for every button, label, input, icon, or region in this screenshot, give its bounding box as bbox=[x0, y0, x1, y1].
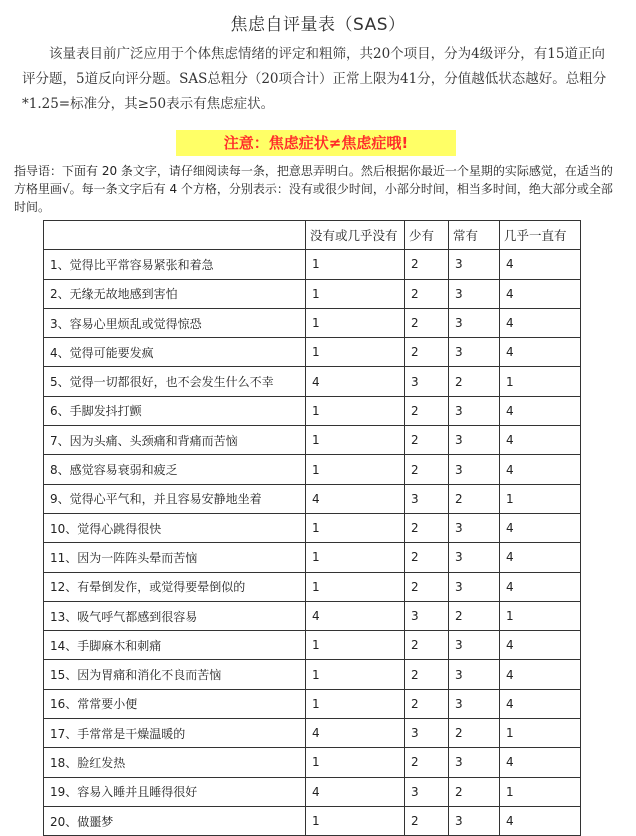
score-always-cell[interactable]: 1 bbox=[500, 601, 581, 630]
score-never-cell[interactable]: 1 bbox=[306, 513, 405, 542]
score-always-cell[interactable]: 4 bbox=[500, 396, 581, 425]
score-always-cell[interactable]: 4 bbox=[500, 689, 581, 718]
table-row bbox=[44, 631, 581, 660]
score-seldom-cell[interactable]: 2 bbox=[405, 631, 449, 660]
item-text: 18、脸红发热 bbox=[44, 748, 306, 777]
score-often-cell[interactable]: 3 bbox=[449, 543, 500, 572]
score-seldom-cell[interactable]: 2 bbox=[405, 748, 449, 777]
table-row bbox=[44, 601, 581, 630]
table-header-row bbox=[44, 221, 581, 250]
item-text: 6、手脚发抖打颤 bbox=[44, 396, 306, 425]
page-title: 焦虑自评量表（SAS） bbox=[230, 15, 406, 35]
score-seldom-cell[interactable]: 3 bbox=[405, 367, 449, 396]
item-text: 13、吸气呼气都感到很容易 bbox=[44, 601, 306, 630]
score-always-cell[interactable]: 4 bbox=[500, 426, 581, 455]
score-never-cell[interactable]: 4 bbox=[306, 719, 405, 748]
score-never-cell[interactable]: 1 bbox=[306, 631, 405, 660]
score-always-cell[interactable]: 4 bbox=[500, 338, 581, 367]
item-text: 8、感觉容易衰弱和疲乏 bbox=[44, 455, 306, 484]
table-row bbox=[44, 338, 581, 367]
score-often-cell[interactable]: 3 bbox=[449, 513, 500, 542]
sas-table bbox=[43, 220, 581, 836]
score-often-cell[interactable]: 2 bbox=[449, 777, 500, 806]
score-always-cell[interactable]: 1 bbox=[500, 777, 581, 806]
table-row bbox=[44, 777, 581, 806]
score-never-cell[interactable]: 1 bbox=[306, 279, 405, 308]
score-never-cell[interactable]: 1 bbox=[306, 543, 405, 572]
header-often: 常有 bbox=[449, 221, 500, 250]
table-row bbox=[44, 572, 581, 601]
table-row bbox=[44, 279, 581, 308]
table-row bbox=[44, 513, 581, 542]
header-item bbox=[44, 221, 306, 250]
header-seldom: 少有 bbox=[405, 221, 449, 250]
score-always-cell[interactable]: 4 bbox=[500, 572, 581, 601]
score-seldom-cell[interactable]: 3 bbox=[405, 719, 449, 748]
score-seldom-cell[interactable]: 2 bbox=[405, 250, 449, 279]
score-often-cell[interactable]: 3 bbox=[449, 660, 500, 689]
score-never-cell[interactable]: 1 bbox=[306, 660, 405, 689]
score-seldom-cell[interactable]: 2 bbox=[405, 426, 449, 455]
item-text: 19、容易入睡并且睡得很好 bbox=[44, 777, 306, 806]
score-never-cell[interactable]: 1 bbox=[306, 250, 405, 279]
score-never-cell[interactable]: 4 bbox=[306, 601, 405, 630]
score-always-cell[interactable]: 4 bbox=[500, 455, 581, 484]
score-never-cell[interactable]: 4 bbox=[306, 367, 405, 396]
score-often-cell[interactable]: 3 bbox=[449, 250, 500, 279]
table-row bbox=[44, 367, 581, 396]
item-text: 9、觉得心平气和，并且容易安静地坐着 bbox=[44, 484, 306, 513]
score-seldom-cell[interactable]: 2 bbox=[405, 396, 449, 425]
score-never-cell[interactable]: 1 bbox=[306, 338, 405, 367]
item-text: 4、觉得可能要发疯 bbox=[44, 338, 306, 367]
score-never-cell[interactable]: 4 bbox=[306, 777, 405, 806]
score-never-cell[interactable]: 1 bbox=[306, 689, 405, 718]
score-often-cell[interactable]: 2 bbox=[449, 484, 500, 513]
score-often-cell[interactable]: 3 bbox=[449, 426, 500, 455]
score-often-cell[interactable]: 3 bbox=[449, 689, 500, 718]
table-row bbox=[44, 308, 581, 337]
score-seldom-cell[interactable]: 2 bbox=[405, 660, 449, 689]
table-row bbox=[44, 484, 581, 513]
score-always-cell[interactable]: 4 bbox=[500, 513, 581, 542]
item-text: 12、有晕倒发作，或觉得要晕倒似的 bbox=[44, 572, 306, 601]
item-text: 10、觉得心跳得很快 bbox=[44, 513, 306, 542]
score-always-cell[interactable]: 1 bbox=[500, 484, 581, 513]
table-row bbox=[44, 455, 581, 484]
score-seldom-cell[interactable]: 3 bbox=[405, 601, 449, 630]
score-often-cell[interactable]: 2 bbox=[449, 601, 500, 630]
score-always-cell[interactable]: 4 bbox=[500, 748, 581, 777]
table-row bbox=[44, 748, 581, 777]
score-always-cell[interactable]: 4 bbox=[500, 308, 581, 337]
item-text: 11、因为一阵阵头晕而苦恼 bbox=[44, 543, 306, 572]
table-row bbox=[44, 719, 581, 748]
score-always-cell[interactable]: 1 bbox=[500, 367, 581, 396]
item-text: 5、觉得一切都很好，也不会发生什么不幸 bbox=[44, 367, 306, 396]
item-text: 3、容易心里烦乱或觉得惊恐 bbox=[44, 308, 306, 337]
score-often-cell[interactable]: 3 bbox=[449, 806, 500, 835]
score-often-cell[interactable]: 3 bbox=[449, 308, 500, 337]
table-row bbox=[44, 689, 581, 718]
table-row bbox=[44, 543, 581, 572]
score-never-cell[interactable]: 1 bbox=[306, 426, 405, 455]
score-always-cell[interactable]: 4 bbox=[500, 279, 581, 308]
guide-text: 指导语：下面有 20 条文字，请仔细阅读每一条，把意思弄明白。然后根据你最近一个星期的实际感觉，在适当的方格里画√。每一条文字后有 4 个方格，分别表示：没有或很少时间，小部分时间，相当多时间，绝大部分或全部时间。 bbox=[14, 164, 613, 214]
score-seldom-cell[interactable]: 2 bbox=[405, 513, 449, 542]
item-text: 16、常常要小便 bbox=[44, 689, 306, 718]
score-seldom-cell[interactable]: 2 bbox=[405, 689, 449, 718]
score-seldom-cell[interactable]: 2 bbox=[405, 572, 449, 601]
score-always-cell[interactable]: 4 bbox=[500, 660, 581, 689]
score-seldom-cell[interactable]: 3 bbox=[405, 484, 449, 513]
score-never-cell[interactable]: 1 bbox=[306, 455, 405, 484]
intro-paragraph: 该量表目前广泛应用于个体焦虑情绪的评定和粗筛，共20个项目，分为4级评分，有15道正向评分题，5道反向评分题。SAS总粗分（20项合计）正常上限为41分，分值越低状态越好。总粗分*1.25=标准分，其≥50表示有焦虑症状。 bbox=[22, 46, 607, 112]
table-row bbox=[44, 250, 581, 279]
item-text: 7、因为头痛、头颈痛和背痛而苦恼 bbox=[44, 426, 306, 455]
item-text: 15、因为胃痛和消化不良而苦恼 bbox=[44, 660, 306, 689]
score-always-cell[interactable]: 4 bbox=[500, 631, 581, 660]
score-often-cell[interactable]: 3 bbox=[449, 396, 500, 425]
score-never-cell[interactable]: 1 bbox=[306, 572, 405, 601]
score-often-cell[interactable]: 3 bbox=[449, 572, 500, 601]
item-text: 17、手常常是干燥温暖的 bbox=[44, 719, 306, 748]
table-row bbox=[44, 426, 581, 455]
score-often-cell[interactable]: 3 bbox=[449, 279, 500, 308]
score-never-cell[interactable]: 1 bbox=[306, 806, 405, 835]
table-row bbox=[44, 660, 581, 689]
score-always-cell[interactable]: 4 bbox=[500, 543, 581, 572]
score-seldom-cell[interactable]: 2 bbox=[405, 279, 449, 308]
table-row bbox=[44, 396, 581, 425]
notice-banner: 注意：焦虑症状≠焦虑症哦! bbox=[176, 130, 456, 156]
score-never-cell[interactable]: 1 bbox=[306, 396, 405, 425]
header-never: 没有或几乎没有 bbox=[306, 221, 405, 250]
score-never-cell[interactable]: 4 bbox=[306, 484, 405, 513]
score-often-cell[interactable]: 3 bbox=[449, 338, 500, 367]
item-text: 1、觉得比平常容易紧张和着急 bbox=[44, 250, 306, 279]
score-seldom-cell[interactable]: 2 bbox=[405, 543, 449, 572]
score-seldom-cell[interactable]: 2 bbox=[405, 338, 449, 367]
score-seldom-cell[interactable]: 2 bbox=[405, 806, 449, 835]
score-never-cell[interactable]: 1 bbox=[306, 308, 405, 337]
table-row bbox=[44, 806, 581, 835]
score-always-cell[interactable]: 4 bbox=[500, 806, 581, 835]
header-always: 几乎一直有 bbox=[500, 221, 581, 250]
score-often-cell[interactable]: 2 bbox=[449, 719, 500, 748]
score-often-cell[interactable]: 3 bbox=[449, 631, 500, 660]
score-seldom-cell[interactable]: 2 bbox=[405, 308, 449, 337]
item-text: 2、无缘无故地感到害怕 bbox=[44, 279, 306, 308]
score-seldom-cell[interactable]: 3 bbox=[405, 777, 449, 806]
item-text: 14、手脚麻木和刺痛 bbox=[44, 631, 306, 660]
score-often-cell[interactable]: 3 bbox=[449, 748, 500, 777]
score-seldom-cell[interactable]: 2 bbox=[405, 455, 449, 484]
score-never-cell[interactable]: 1 bbox=[306, 748, 405, 777]
score-always-cell[interactable]: 1 bbox=[500, 719, 581, 748]
score-always-cell[interactable]: 4 bbox=[500, 250, 581, 279]
score-often-cell[interactable]: 3 bbox=[449, 455, 500, 484]
table-body bbox=[44, 250, 581, 836]
item-text: 20、做噩梦 bbox=[44, 806, 306, 835]
score-often-cell[interactable]: 2 bbox=[449, 367, 500, 396]
